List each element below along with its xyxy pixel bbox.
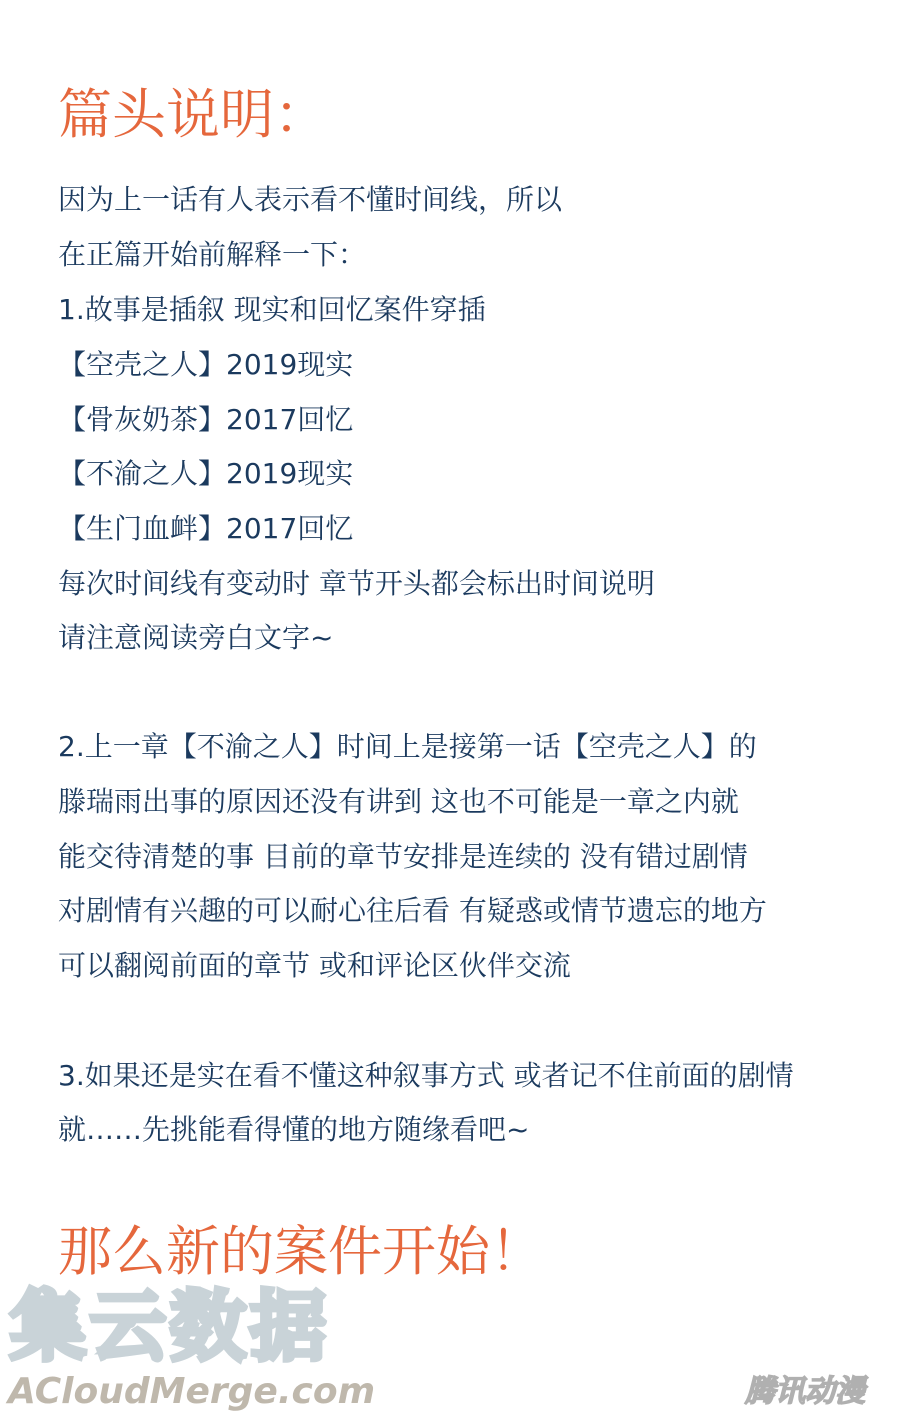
paragraph-line: 因为上一话有人表示看不懂时间线，所以 (58, 183, 563, 216)
paragraph-line: 2.上一章【不渝之人】时间上是接第一话【空壳之人】的 (58, 730, 757, 763)
paragraph-line: 能交待清楚的事 目前的章节安排是连续的 没有错过剧情 (58, 840, 748, 873)
paragraph-line: 1.故事是插叙 现实和回忆案件穿插 (58, 293, 486, 326)
paragraph-line: 在正篇开始前解释一下： (58, 238, 367, 271)
paragraph-line: 每次时间线有变动时 章节开头都会标出时间说明 (58, 567, 655, 600)
paragraph-line: 3.如果还是实在看不懂这种叙事方式 或者记不住前面的剧情 (58, 1059, 794, 1092)
publisher-logo: 腾讯动漫 (745, 1374, 865, 1409)
closing-heading: 那么新的案件开始！ (58, 1220, 544, 1283)
paragraph-line: 就……先挑能看得懂的地方随缘看吧~ (58, 1113, 530, 1146)
paragraph-line: 【骨灰奶茶】2017回忆 (58, 403, 354, 436)
paragraph-line: 【生门血衅】2017回忆 (58, 512, 354, 545)
heading: 篇头说明： (58, 83, 328, 146)
paragraph-line: 滕瑞雨出事的原因还没有讲到 这也不可能是一章之内就 (58, 785, 739, 818)
paragraph-line: 对剧情有兴趣的可以耐心往后看 有疑惑或情节遗忘的地方 (58, 894, 767, 927)
paragraph-line: 请注意阅读旁白文字~ (58, 621, 334, 654)
watermark-en: ACloudMerge.com (8, 1371, 376, 1412)
watermark-cn: 集云数据 (10, 1282, 330, 1371)
paragraph-line: 【空壳之人】2019现实 (58, 348, 354, 381)
paragraph-line: 可以翻阅前面的章节 或和评论区伙伴交流 (58, 949, 571, 982)
paragraph-line: 【不渝之人】2019现实 (58, 457, 354, 490)
